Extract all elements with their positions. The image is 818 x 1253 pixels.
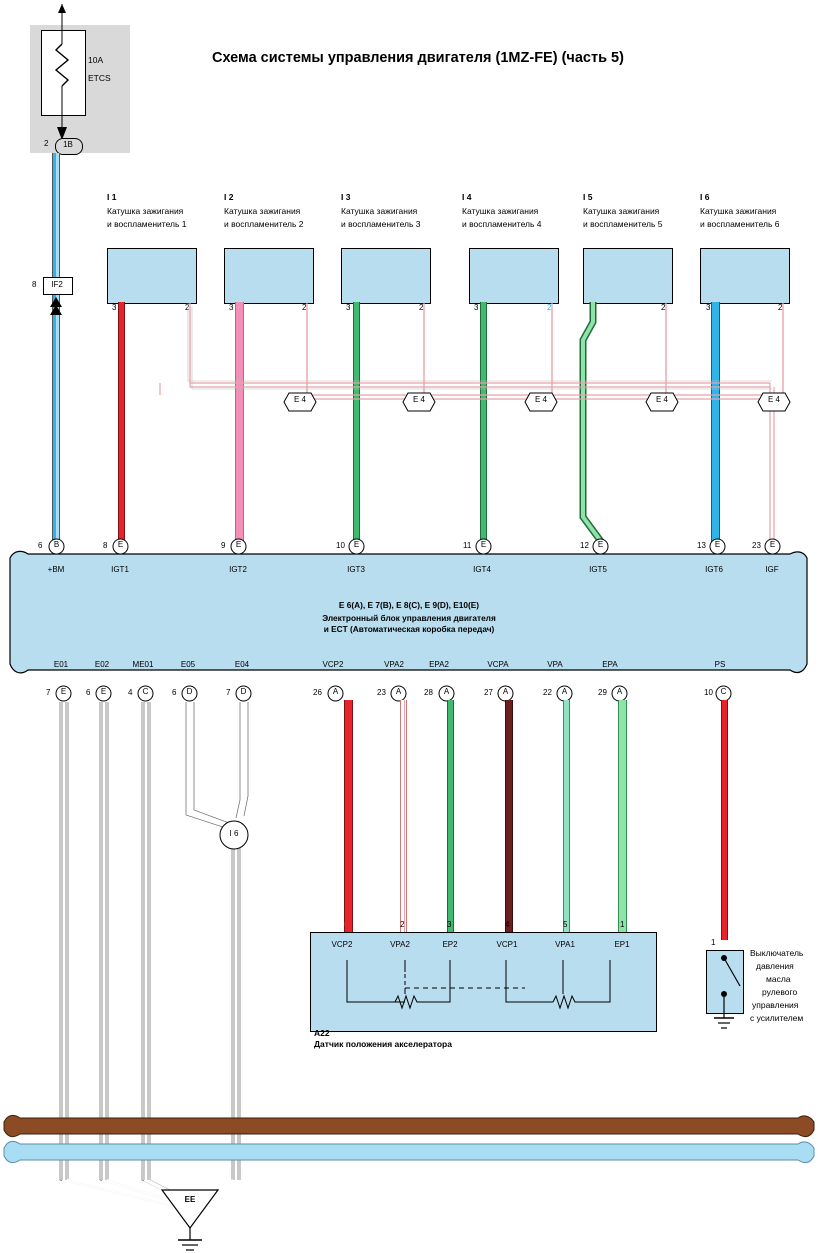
ecu-bottom-pin-num-1: 6 [86,688,91,697]
ecu-bottom-conn-label-7: A [443,687,450,696]
ecu-bottom-pin-num-3: 6 [172,688,177,697]
coil-5-pin-left: 3 [589,303,594,312]
coil-5-id: I 5 [583,192,593,202]
ecu-bottom-pin-name-11: PS [714,660,726,669]
if2-connector-label: IF2 [51,280,63,289]
ecu-top-conn-6 [709,538,726,560]
ecu-bottom-pin-name-8: VCPA [487,660,509,669]
ecu-bottom-pin-num-9: 22 [543,688,552,697]
ps-switch-label-2: масла [766,974,791,984]
coil-2-id: I 2 [224,192,234,202]
ecu-top-conn-label-0: B [53,540,60,549]
ecu-top-pin-name-2: IGT2 [229,565,247,574]
ecu-top-conn-0 [48,538,65,560]
ps-switch-pin: 1 [711,938,716,947]
coil-2-pin-right: 2 [302,303,307,312]
ecu-top-pin-num-0: 6 [38,541,43,550]
accel-sensor-code: A22 [314,1028,330,1038]
ecu-label-line2: Электронный блок управления двигателя [322,613,496,623]
coil-2-pin-left: 3 [229,303,234,312]
accel-pin-name-5: EP1 [614,940,630,949]
coil-4-label-2: и воспламенитель 4 [462,219,542,229]
ecu-bottom-pin-name-3: E05 [180,660,196,669]
accel-pin-num-1: 2 [400,920,405,929]
coil-2-label-1: Катушка зажигания [224,206,301,216]
ecu-bottom-conn-label-0: E [60,687,67,696]
ee-ground-label: EE [184,1195,196,1204]
ecu-bottom-pin-name-6: VPA2 [384,660,404,669]
coil-3-pin-left: 3 [346,303,351,312]
ps-switch-label-0: Выключатель [750,948,804,958]
ecu-bottom-pin-num-6: 23 [377,688,386,697]
ecu-bottom-pin-name-10: EPA [602,660,618,669]
ecu-top-pin-num-7: 23 [752,541,761,550]
accel-pin-num-2: 3 [447,920,452,929]
coil-5-pin-right: 2 [661,303,666,312]
wire-vcp2 [344,700,353,932]
if2-pin-number: 8 [32,280,37,289]
ecu-top-pin-name-0: +BM [47,565,65,574]
ecu-top-pin-name-4: IGT4 [473,565,491,574]
coil-1-label-2: и воспламенитель 1 [107,219,187,229]
coil-3-label-1: Катушка зажигания [341,206,418,216]
ecu-top-conn-7 [764,538,781,560]
e4-connector-5 [757,392,791,417]
ecu-bottom-conn-label-8: A [502,687,509,696]
page-title: Схема системы управления двигателя (1MZ-FE) (часть 5) [212,50,624,66]
ecu-bottom-pin-num-0: 7 [46,688,51,697]
ecu-top-pin-num-2: 9 [221,541,226,550]
ecu-top-conn-2 [230,538,247,560]
ecu-bottom-conn-label-6: A [395,687,402,696]
ecu-bottom-pin-num-7: 28 [424,688,433,697]
accel-sensor-internals [310,932,655,1030]
ps-switch-label-5: с усилителем [750,1013,804,1023]
bottom-bus-bars [0,1108,818,1168]
ecu-label-line3: и ECT (Автоматическая коробка передач) [323,624,495,634]
accel-pin-num-5: 1 [620,920,625,929]
ecu-bottom-pin-name-2: ME01 [132,660,154,669]
accel-pin-num-3: 4 [505,920,510,929]
ecu-top-conn-4 [475,538,492,560]
coil-5-label-1: Катушка зажигания [583,206,660,216]
accel-pin-num-0: 6 [344,920,349,929]
ecu-bottom-conn-label-3: D [186,687,193,696]
ecu-top-pin-name-7: IGF [765,565,779,574]
ecu-top-pin-num-4: 11 [463,541,472,550]
ps-switch-label-4: управления [752,1000,799,1010]
ecu-bottom-conn-label-9: A [561,687,568,696]
ecu-top-pin-num-1: 8 [103,541,108,550]
coil-3-id: I 3 [341,192,351,202]
ecu-bottom-pin-name-1: E02 [94,660,110,669]
ecu-top-conn-label-6: E [714,540,721,549]
ps-switch-label-3: рулевого [762,987,798,997]
coil-1-label-1: Катушка зажигания [107,206,184,216]
ecu-bottom-pin-num-11: 10 [704,688,713,697]
ecu-top-conn-3 [348,538,365,560]
e4-label-5: E 4 [767,395,780,404]
ecu-top-pin-num-6: 13 [697,541,706,550]
fuse-pin-number: 2 [44,139,49,148]
ecu-bottom-pin-name-7: EPA2 [429,660,449,669]
coil-4-label-1: Катушка зажигания [462,206,539,216]
accel-pin-name-3: VCP1 [496,940,518,949]
i6-connector-label: I 6 [229,829,239,838]
e4-label-4: E 4 [655,395,668,404]
coil-6-id: I 6 [700,192,710,202]
ecu-bottom-conn-label-2: C [142,687,149,696]
ecu-bottom-conn-label-5: A [332,687,339,696]
coil-6-label-2: и воспламенитель 6 [700,219,780,229]
accel-pin-num-4: 5 [563,920,568,929]
i6-connector [218,819,250,856]
wire-epa2 [447,700,454,932]
e4-label-3: E 4 [534,395,547,404]
coil-4-pin-right: 2 [547,303,552,312]
ecu-top-conn-label-3: E [353,540,360,549]
coil-1-id: I 1 [107,192,117,202]
ecu-label-line1: E 6(A), E 7(B), E 8(C), E 9(D), E10(E) [338,600,480,610]
ecu-bottom-conn-label-11: C [720,687,727,696]
ecu-bottom-conn-label-4: D [240,687,247,696]
accel-pin-name-4: VPA1 [555,940,575,949]
fuse-wires [30,0,130,160]
fuse-connector-label: 1B [63,140,73,149]
e4-connector-2 [402,392,436,417]
ecu-top-pin-name-1: IGT1 [111,565,129,574]
accel-pin-name-1: VPA2 [390,940,410,949]
ecu-bottom-pin-num-10: 29 [598,688,607,697]
ecu-bottom-pin-num-5: 26 [313,688,322,697]
ecu-top-pin-name-5: IGT5 [589,565,607,574]
coil-6-label-1: Катушка зажигания [700,206,777,216]
coil-3-pin-right: 2 [419,303,424,312]
ecu-bottom-pin-name-0: E01 [53,660,69,669]
ecu-top-conn-1 [112,538,129,560]
ecu-top-conn-label-7: E [769,540,776,549]
ecu-top-pin-name-6: IGT6 [705,565,723,574]
coil-6-pin-left: 3 [706,303,711,312]
coil-3-label-2: и воспламенитель 3 [341,219,421,229]
coil-4-id: I 4 [462,192,472,202]
wire-epa [618,700,627,932]
wire-vcpa [505,700,513,932]
ecu-top-conn-label-5: E [597,540,604,549]
ecu-top-pin-num-3: 10 [336,541,345,550]
e4-connector-3 [524,392,558,417]
ps-switch-label-1: давления [756,961,794,971]
fuse-rating-label: 10A [88,55,104,65]
wire-vpa2-stripe [404,700,405,932]
ecu-bottom-pin-num-2: 4 [128,688,133,697]
wire-ps [721,700,728,940]
coil-1-pin-right: 2 [185,303,190,312]
accel-pin-name-0: VCP2 [331,940,353,949]
coil-5-label-2: и воспламенитель 5 [583,219,663,229]
e4-connector-4 [645,392,679,417]
ecu-bottom-pin-name-5: VCP2 [322,660,344,669]
ecu-top-pin-num-5: 12 [580,541,589,550]
accel-sensor-name: Датчик положения акселератора [314,1039,452,1049]
coil-4-pin-left: 3 [474,303,479,312]
coil-6-pin-right: 2 [778,303,783,312]
coil-1-pin-left: 3 [112,303,117,312]
ecu-bottom-pin-num-4: 7 [226,688,231,697]
coil-2-label-2: и воспламенитель 2 [224,219,304,229]
fuse-name-label: ETCS [88,73,111,83]
ecu-top-conn-label-2: E [235,540,242,549]
ecu-bottom-conn-label-1: E [100,687,107,696]
ecu-top-conn-label-1: E [117,540,124,549]
ecu-top-conn-label-4: E [480,540,487,549]
e4-connector-1 [283,392,317,417]
ecu-top-conn-5 [592,538,609,560]
wire-vpa [563,700,570,932]
ecu-bottom-pin-num-8: 27 [484,688,493,697]
ecu-bottom-pin-name-4: E04 [234,660,250,669]
ecu-bottom-conn-label-10: A [616,687,623,696]
ecu-bottom-pin-name-9: VPA [547,660,563,669]
e4-label-2: E 4 [412,395,425,404]
accel-pin-name-2: EP2 [442,940,458,949]
ecu-top-pin-name-3: IGT3 [347,565,365,574]
igf-network-wires [0,295,818,555]
e4-label-1: E 4 [293,395,306,404]
